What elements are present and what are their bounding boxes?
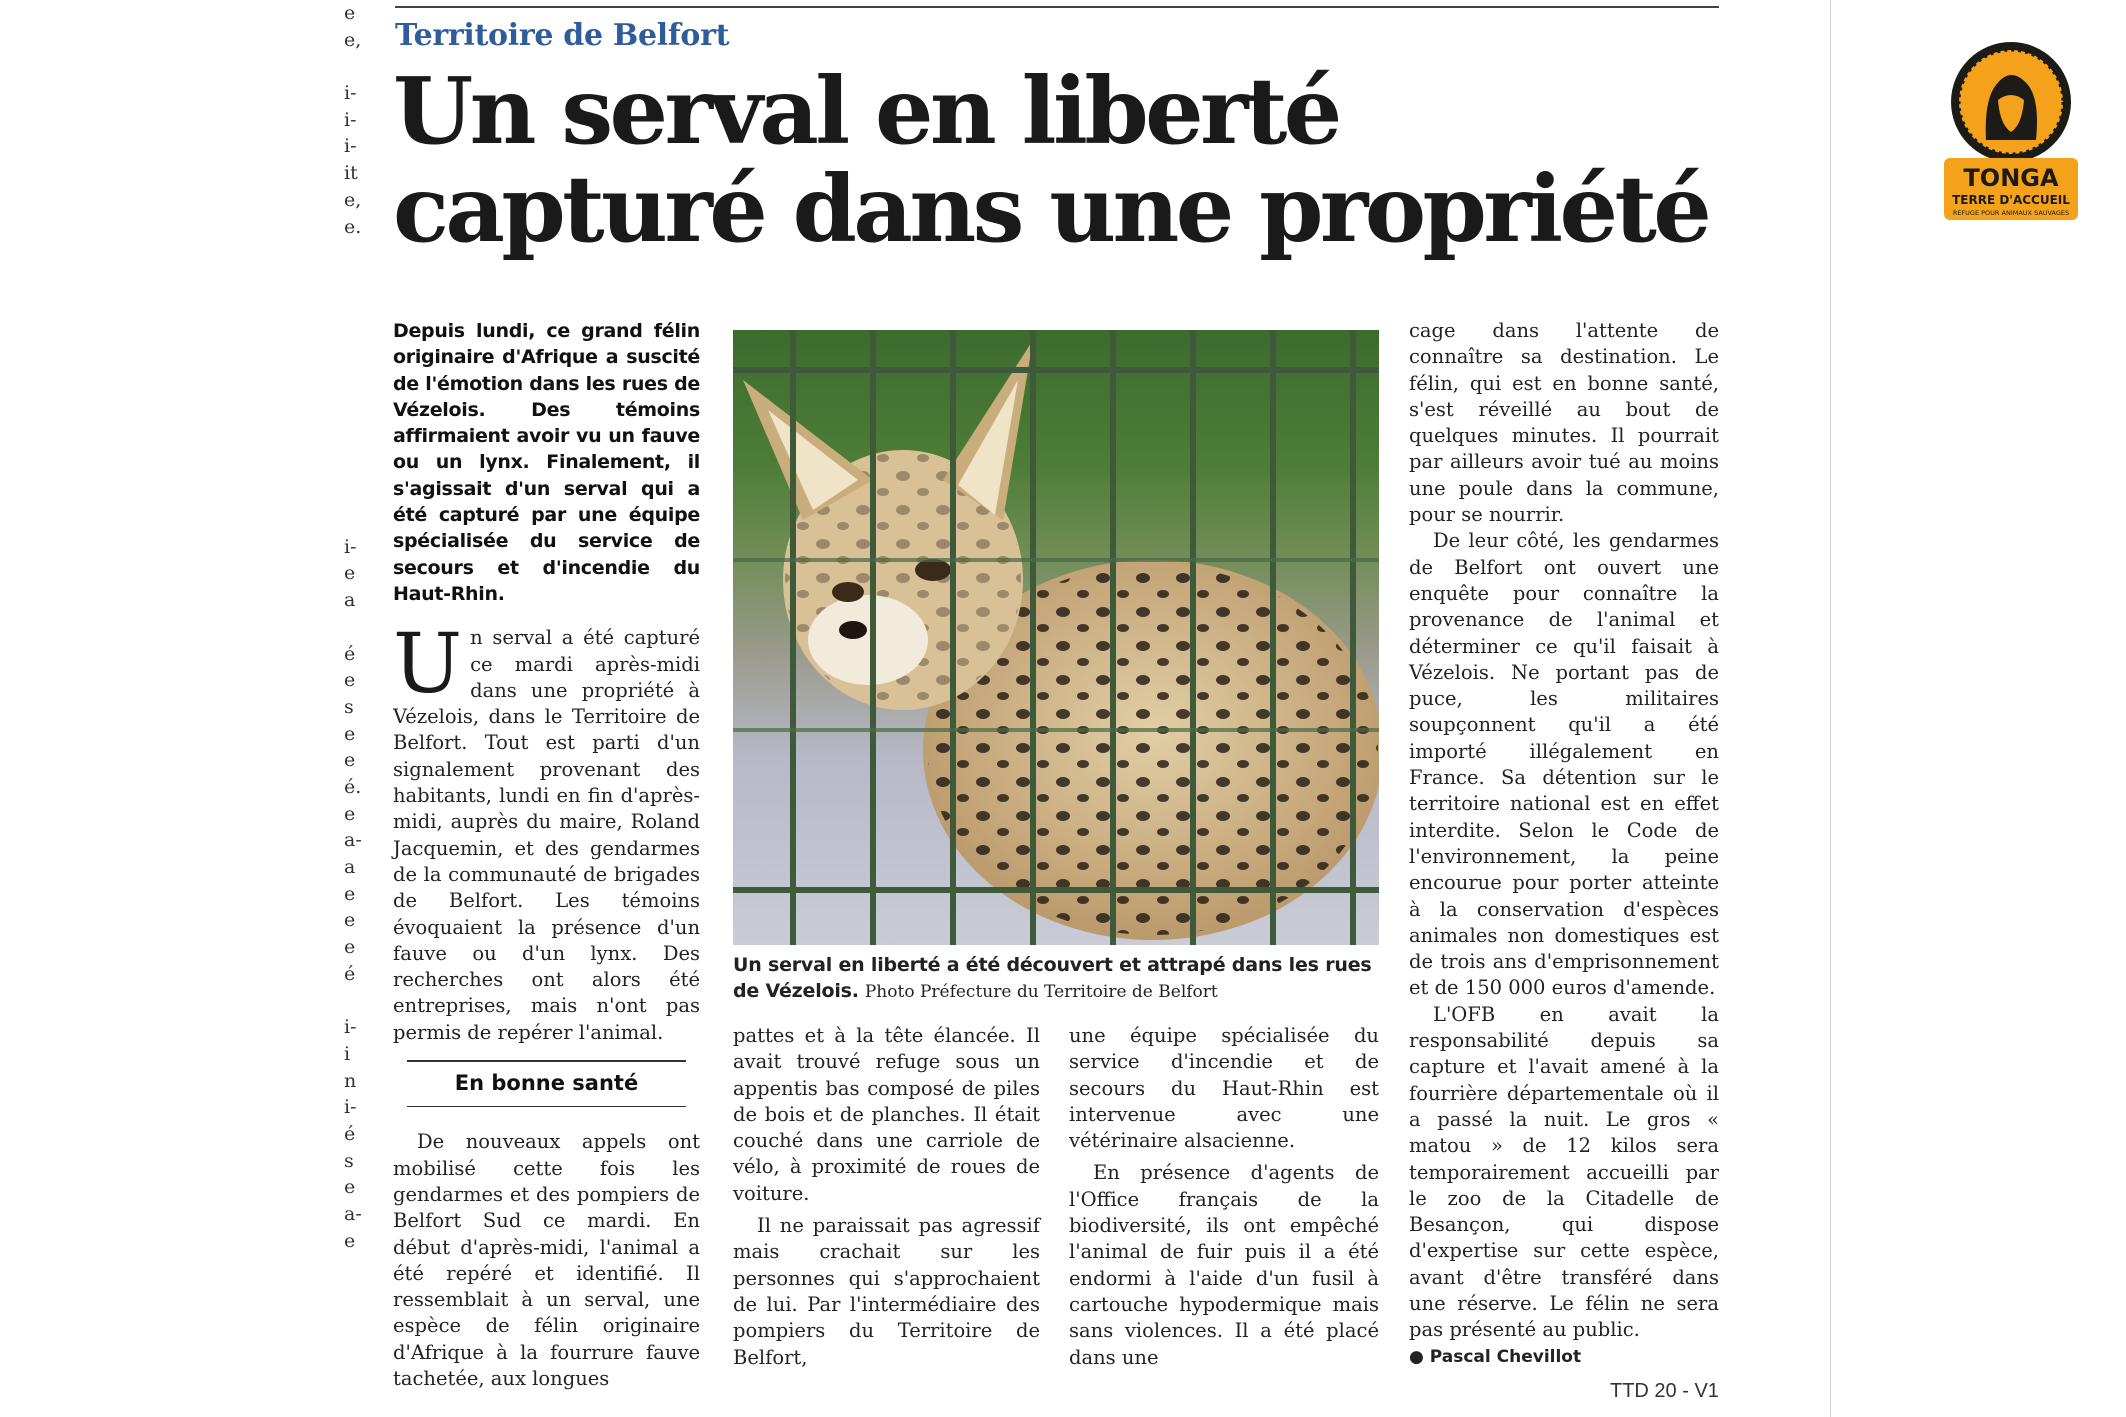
svg-text:REFUGE POUR ANIMAUX SAUVAGES: REFUGE POUR ANIMAUX SAUVAGES bbox=[1952, 209, 2070, 217]
previous-column-fragment bbox=[344, 320, 364, 347]
body-paragraph: De leur côté, les gendarmes de Belfort ont ouvert une enquête pour connaître la provenance de l'animal et déterminer ce qu'il faisait à Vézelois. Ne portant pas de puce, les militaires soupçonnent qu'il a été importé illégalement en France. Sa détention sur le territoire national est en effet interdite. Selon le Code de l'environnement, la peine encourue pour porter atteinte à la conservation d'espèces animales non domestiques est de trois ans d'emprisonnement et de 150 000 euros d'amende. bbox=[1409, 529, 1719, 1000]
previous-column-fragment: e. bbox=[344, 215, 362, 238]
previous-column-fragment: it bbox=[344, 162, 358, 185]
previous-column-fragment: e bbox=[344, 722, 356, 745]
body-paragraph: Il ne paraissait pas agressif mais crachait sur les personnes qui s'approchaient de lui. Par l'intermédiaire des pompiers du Territoire de Belfort, bbox=[733, 1214, 1040, 1369]
previous-column-fragment bbox=[344, 347, 364, 374]
section-kicker: Territoire de Belfort bbox=[395, 18, 730, 53]
previous-column-fragment: e, bbox=[344, 188, 362, 211]
page-separator bbox=[1830, 0, 1831, 1417]
caption-text: Un serval en liberté a été découvert et attrapé dans les rues de Vézelois. bbox=[733, 954, 1372, 1002]
previous-column-fragment bbox=[344, 507, 364, 534]
subhead: En bonne santé bbox=[454, 1071, 639, 1096]
previous-column-fragment: s bbox=[344, 1149, 354, 1172]
previous-column-fragment bbox=[344, 614, 364, 641]
previous-column-fragment: i- bbox=[344, 135, 357, 158]
previous-column-fragment: e bbox=[344, 1176, 356, 1199]
previous-column-fragment: e bbox=[344, 1229, 356, 1252]
body-text: n serval a été capturé ce mardi après-midi dans une propriété à Vézelois, dans le Territoire de Belfort. Tout est parti d'un signalement provenant des habitants, lundi en fin d'après-midi, auprès du maire, Roland Jacquemin, et des gendarmes de la communauté de brigades de Belfort. Les témoins évoquaient la présence d'un fauve ou d'un lynx. Des recherches ont alors été entreprises, mais n'ont pas permis de repérer l'animal. bbox=[393, 626, 700, 1044]
previous-column-fragment: é bbox=[344, 1122, 356, 1145]
photo-credit: Photo Préfecture du Territoire de Belfort bbox=[864, 982, 1218, 1002]
previous-column-fragment bbox=[344, 374, 364, 401]
previous-column-fragment: e bbox=[344, 749, 356, 772]
previous-column-fragment bbox=[344, 267, 364, 294]
previous-column-fragment: e bbox=[344, 882, 356, 905]
previous-column-fragment bbox=[344, 294, 364, 321]
previous-column-fragment: n bbox=[344, 1069, 357, 1092]
body-paragraph: L'OFB en avait la responsabilité depuis sa capture et l'avait amené à la fourrière départementale où il a passé la nuit. Le gros « matou » de 12 kilos sera temporairement accueilli par le zoo de la Citadelle de Besançon, qui dispose d'expertise sur cette espèce, avant d'être transféré dans une réserve. Le félin ne sera pas présenté au public. bbox=[1409, 1002, 1719, 1342]
tonga-logo bbox=[1936, 40, 2086, 226]
body-paragraph bbox=[393, 617, 700, 1046]
previous-column-fragment: i bbox=[344, 1042, 351, 1065]
photo-caption bbox=[733, 952, 1383, 1005]
article-column-3 bbox=[1069, 1023, 1379, 1371]
body-paragraph: De nouveaux appels ont mobilisé cette fois les gendarmes et des pompiers de Belfort Sud ce mardi. En début d'après-midi, l'animal a été repéré et identifié. Il ressemblait à un serval, une espèce de félin originaire d'Afrique à la fourrure fauve tachetée, aux longues bbox=[393, 1130, 700, 1390]
article-column-4 bbox=[1409, 318, 1719, 1370]
serval-in-cage-image bbox=[733, 330, 1379, 945]
previous-column-fragment: é bbox=[344, 642, 356, 665]
previous-column-fragment: e, bbox=[344, 28, 362, 51]
previous-column-fragment: a- bbox=[344, 829, 362, 852]
body-paragraph: cage dans l'attente de connaître sa destination. Le félin, qui est en bonne santé, s'est réveillé au bout de quelques minutes. Il pourrait par ailleurs avoir tué au moins une poule dans la commune, pour se nourrir. bbox=[1409, 319, 1719, 527]
subhead-rule bbox=[407, 1060, 686, 1062]
previous-column-fragment: e bbox=[344, 562, 356, 585]
tonga-logo-image bbox=[1936, 40, 2086, 226]
body-paragraph: pattes et à la tête élancée. Il avait trouvé refuge sous un appentis bas composé de piles de bois et de planches. Il était couché dans une carriole de vélo, à proximité de roues de voiture. bbox=[733, 1024, 1040, 1205]
previous-column-fragment: a bbox=[344, 856, 356, 878]
previous-column-fragment bbox=[344, 427, 364, 454]
article-column-1 bbox=[393, 318, 700, 1392]
previous-column-fragment: é bbox=[344, 962, 356, 985]
previous-column-fragment: a- bbox=[344, 1202, 362, 1225]
previous-column-fragment: é. bbox=[344, 775, 362, 798]
previous-column-fragment: e bbox=[344, 2, 356, 24]
lede: Depuis lundi, ce grand félin originaire d'Afrique a suscité de l'émotion dans les rues de Vézelois. Des témoins affirmaient avoir vu un fauve ou un lynx. Finalement, il s'agissait d'un serval qui a été capturé par une équipe spécialisée du service de secours et d'incendie du Haut-Rhin. bbox=[393, 320, 700, 605]
previous-column-fragment: i- bbox=[344, 535, 357, 558]
previous-column-fragment bbox=[344, 480, 364, 507]
previous-column-fragment bbox=[344, 454, 364, 481]
previous-column-fragment: i- bbox=[344, 1096, 357, 1119]
drop-cap: U bbox=[393, 617, 463, 713]
previous-column-fragment: a bbox=[344, 589, 356, 612]
previous-column-fragment: i- bbox=[344, 108, 357, 131]
previous-column-fragment bbox=[344, 400, 364, 427]
body-paragraph: une équipe spécialisée du service d'incendie et de secours du Haut-Rhin est intervenue avec une vétérinaire alsacienne. bbox=[1069, 1024, 1379, 1153]
subhead-rule bbox=[407, 1106, 686, 1107]
previous-column-fragment: e bbox=[344, 802, 356, 825]
body-paragraph: En présence d'agents de l'Office français de la biodiversité, ils ont empêché l'animal de fuir puis il a été endormi à l'aide d'un fusil à cartouche hypodermique mais sans violences. Il a été placé dans une bbox=[1069, 1161, 1379, 1369]
top-rule bbox=[395, 6, 1719, 8]
author-signature: ● Pascal Chevillot bbox=[1409, 1346, 1582, 1367]
previous-column-fragment: e bbox=[344, 909, 356, 932]
previous-column-fragment: e bbox=[344, 936, 356, 959]
serval-photo bbox=[733, 330, 1379, 945]
previous-column-fragment bbox=[344, 240, 364, 267]
previous-column-fragment: s bbox=[344, 695, 354, 718]
headline: Un serval en liberté capturé dans une propriété bbox=[393, 57, 1709, 263]
previous-article-column bbox=[344, 0, 364, 1300]
previous-column-fragment bbox=[344, 53, 364, 80]
svg-text:TERRE D'ACCUEIL: TERRE D'ACCUEIL bbox=[1952, 193, 2070, 207]
page-folio: TTD 20 - V1 bbox=[1610, 1380, 1719, 1402]
svg-text:TONGA: TONGA bbox=[1963, 164, 2059, 192]
previous-column-fragment: i- bbox=[344, 82, 357, 105]
previous-column-fragment: e bbox=[344, 669, 356, 692]
previous-column-fragment: i- bbox=[344, 1016, 357, 1039]
previous-column-fragment bbox=[344, 987, 364, 1014]
article-column-2 bbox=[733, 1023, 1040, 1371]
